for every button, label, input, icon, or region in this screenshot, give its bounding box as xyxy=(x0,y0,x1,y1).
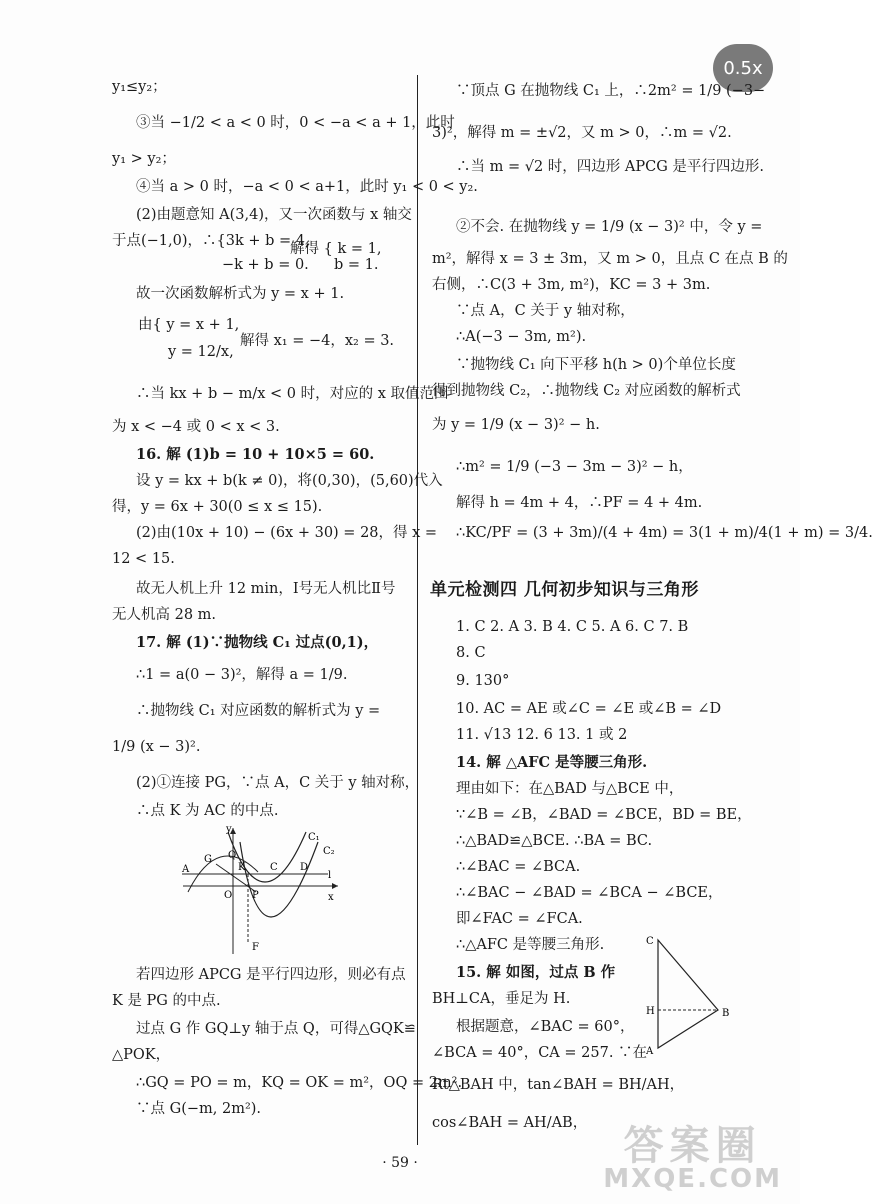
x-axis-label: x xyxy=(328,892,334,903)
point-p-label: P xyxy=(252,890,259,901)
text-line: y₁≤y₂； xyxy=(112,79,167,95)
text-line: 1/9 (x − 3)². xyxy=(112,739,201,755)
text-line: −k + b = 0. xyxy=(222,257,309,273)
text-line: 解得 h = 4m + 4，∴PF = 4 + 4m. xyxy=(456,495,703,511)
text-line: 理由如下：在△BAD 与△BCE 中， xyxy=(456,781,684,797)
text-line: △POK， xyxy=(112,1047,171,1063)
text-line: 9. 130° xyxy=(456,673,510,689)
watermark-url: MXQE.COM xyxy=(603,1164,782,1194)
text-line: ∴当 kx + b − m/x < 0 时，对应的 x 取值范围 xyxy=(136,386,449,402)
text-line: 为 y = 1/9 (x − 3)² − h. xyxy=(432,417,600,433)
c1-label: C₁ xyxy=(308,832,320,843)
origin-label: O xyxy=(224,890,233,901)
text-line: ∠BCA = 40°，CA = 257. ∵在 xyxy=(432,1045,648,1061)
text-line: 3)²，解得 m = ±√2，又 m > 0，∴m = √2. xyxy=(432,125,732,141)
text-line: 得，y = 6x + 30(0 ≤ x ≤ 15). xyxy=(112,499,323,515)
text-line: ∴△AFC 是等腰三角形. xyxy=(456,937,605,953)
text-line: 故一次函数解析式为 y = x + 1. xyxy=(136,286,345,302)
text-line: 16. 解 (1)b = 10 + 10×5 = 60. xyxy=(136,446,375,463)
text-line: ∴KC/PF = (3 + 3m)/(4 + 4m) = 3(1 + m)/4(1 + m) = 3/4. xyxy=(456,525,873,541)
text-line: y = 12/x, xyxy=(168,344,234,360)
playback-speed-badge[interactable]: 0.5x xyxy=(713,44,773,92)
point-f-label: F xyxy=(252,942,259,953)
text-line: (2)①连接 PG，∵点 A，C 关于 y 轴对称， xyxy=(136,775,420,791)
page-number: · 59 · xyxy=(382,1155,418,1171)
segment-pg xyxy=(216,864,256,892)
text-line: 8. C xyxy=(456,645,486,661)
point-g-label: G xyxy=(204,854,212,865)
text-line: 无人机高 28 m. xyxy=(112,607,217,623)
point-h-label: H xyxy=(646,1006,655,1017)
text-line: 设 y = kx + b(k ≠ 0)，将(0,30)，(5,60)代入 xyxy=(136,473,443,489)
text-line: ∴A(−3 − 3m, m²). xyxy=(456,329,587,345)
text-line: ∴1 = a(0 − 3)²，解得 a = 1/9. xyxy=(136,667,348,683)
text-line: ∵点 G(−m, 2m²). xyxy=(136,1101,262,1117)
text-line: 14. 解 △AFC 是等腰三角形. xyxy=(456,754,648,771)
text-line: 11. √13 12. 6 13. 1 或 2 xyxy=(456,727,628,743)
triangle-abc xyxy=(658,940,718,1048)
text-line: 即∠FAC = ∠FCA. xyxy=(456,911,583,927)
text-line: ④当 a > 0 时，−a < 0 < a+1，此时 y₁ < 0 < y₂. xyxy=(136,179,478,195)
triangle-figure xyxy=(640,930,740,1060)
text-line: b = 1. xyxy=(334,257,379,273)
parabola-c2 xyxy=(240,842,318,917)
vertex-a-label: A xyxy=(646,1046,654,1057)
text-line: ③当 −1/2 < a < 0 时，0 < −a < a + 1，此时 xyxy=(136,115,455,131)
text-line: 1. C 2. A 3. B 4. C 5. A 6. C 7. B xyxy=(456,619,689,635)
text-line: 解得 { k = 1, xyxy=(290,241,382,257)
text-line: (2)由(10x + 10) − (6x + 30) = 28，得 x = xyxy=(136,525,438,541)
point-q-label: Q xyxy=(228,850,237,861)
text-line: ∴当 m = √2 时，四边形 APCG 是平行四边形. xyxy=(456,159,765,175)
text-line: m²，解得 x = 3 ± 3m，又 m > 0，且点 C 在点 B 的 xyxy=(432,251,788,267)
text-line: 12 < 15. xyxy=(112,551,175,567)
line-l-label: l xyxy=(328,870,332,881)
point-k-label: K xyxy=(238,862,246,873)
text-line: ∴GQ = PO = m，KQ = OK = m²，OQ = 2m². xyxy=(136,1075,463,1091)
c2-label: C₂ xyxy=(323,846,335,857)
text-line: ∵∠B = ∠B，∠BAD = ∠BCE，BD = BE， xyxy=(456,807,752,823)
text-line: ∵顶点 G 在抛物线 C₁ 上，∴2m² = 1/9 (−3− xyxy=(456,83,766,99)
text-line: 根据题意，∠BAC = 60°， xyxy=(456,1019,635,1035)
text-line: 故无人机上升 12 min，Ⅰ号无人机比Ⅱ号 xyxy=(136,581,396,597)
point-d-label: D xyxy=(300,862,309,873)
text-line: ∴∠BAC − ∠BAD = ∠BCA − ∠BCE， xyxy=(456,885,723,901)
text-line: 解得 x₁ = −4，x₂ = 3. xyxy=(240,333,395,349)
text-line: ∴△BAD≌△BCE. ∴BA = BC. xyxy=(456,833,653,849)
text-line: y₁ > y₂； xyxy=(112,151,176,167)
text-line: 15. 解 如图，过点 B 作 xyxy=(456,964,616,981)
text-line: 为 x < −4 或 0 < x < 3. xyxy=(112,419,280,435)
text-line: ∵点 A，C 关于 y 轴对称， xyxy=(456,303,635,319)
parabola-graph xyxy=(178,822,348,958)
text-line: 得到抛物线 C₂，∴抛物线 C₂ 对应函数的解析式 xyxy=(432,383,741,399)
text-line: 17. 解 (1)∵抛物线 C₁ 过点(0,1)， xyxy=(136,634,379,651)
text-line: 若四边形 APCG 是平行四边形，则必有点 xyxy=(136,967,406,983)
text-line: cos∠BAH = AH/AB， xyxy=(432,1115,588,1131)
text-line: Rt△BAH 中，tan∠BAH = BH/AH， xyxy=(432,1077,685,1093)
vertex-c-label: C xyxy=(646,936,654,947)
text-line: ∵抛物线 C₁ 向下平移 h(h > 0)个单位长度 xyxy=(456,357,736,373)
point-a-label: A xyxy=(182,864,190,875)
text-line: 由{ y = x + 1, xyxy=(138,317,240,333)
text-line: (2)由题意知 A(3,4)，又一次函数与 x 轴交 xyxy=(136,207,412,223)
x-axis-arrow xyxy=(332,883,338,889)
text-line: 于点(−1,0)，∴{3k + b = 4, xyxy=(112,233,310,249)
text-line: ∴m² = 1/9 (−3 − 3m − 3)² − h， xyxy=(456,459,693,475)
point-c-label: C xyxy=(270,862,278,873)
watermark-logo-text: 答案圈 xyxy=(623,1123,762,1169)
text-line: 过点 G 作 GQ⊥y 轴于点 Q，可得△GQK≌ xyxy=(136,1021,416,1037)
text-line: ∴点 K 为 AC 的中点. xyxy=(136,803,279,819)
text-line: ∴∠BAC = ∠BCA. xyxy=(456,859,581,875)
section-heading: 单元检测四 几何初步知识与三角形 xyxy=(430,580,699,600)
column-divider xyxy=(417,75,418,1145)
text-line: 10. AC = AE 或∠C = ∠E 或∠B = ∠D xyxy=(456,701,722,717)
site-watermark xyxy=(603,1123,782,1194)
text-line: K 是 PG 的中点. xyxy=(112,993,221,1009)
text-line: BH⊥CA，垂足为 H. xyxy=(432,991,571,1007)
y-axis-label: y xyxy=(226,824,232,835)
text-line: ∴抛物线 C₁ 对应函数的解析式为 y = xyxy=(136,703,381,719)
text-line: 右侧，∴C(3 + 3m, m²)，KC = 3 + 3m. xyxy=(432,277,711,293)
text-line: ②不会. 在抛物线 y = 1/9 (x − 3)² 中，令 y = xyxy=(456,219,763,235)
vertex-b-label: B xyxy=(722,1008,730,1019)
